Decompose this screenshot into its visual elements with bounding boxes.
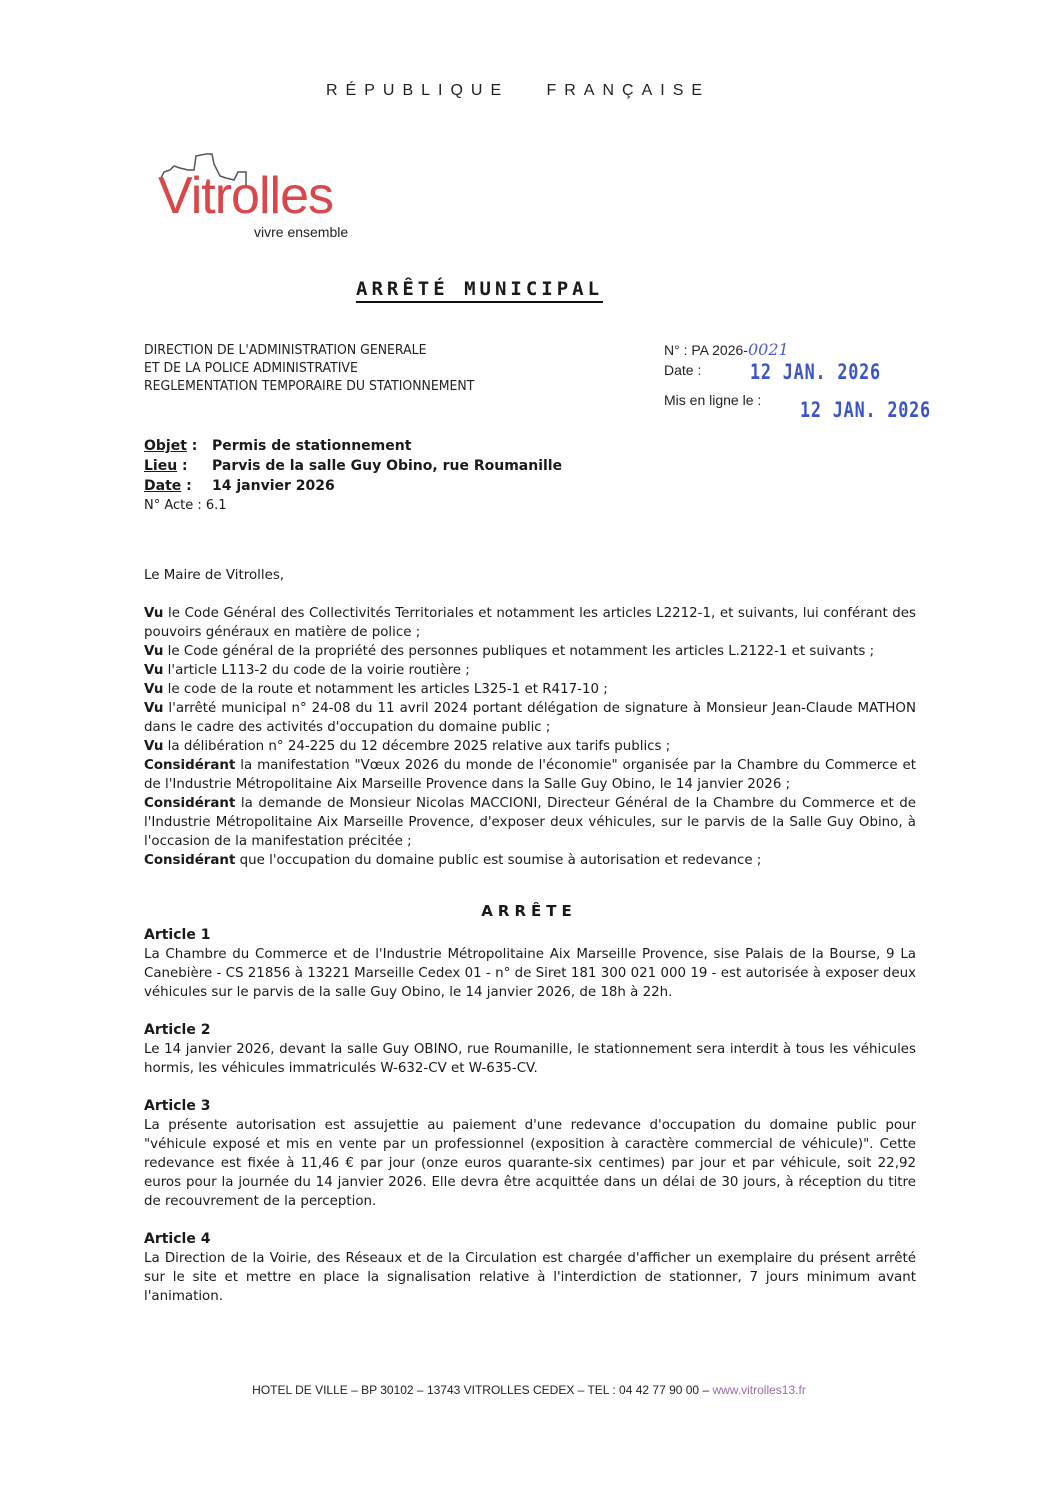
objet-block: Objet : Permis de stationnement Lieu : Parvis de la salle Guy Obino, rue Roumanille Date : 14 janvier 2026 N° Acte : 6.1 [144, 436, 562, 516]
footer [0, 1383, 1058, 1397]
preamble-item: Vu le Code Général des Collectivités Territoriales et notamment les articles L2212-1, et suivants, lui conférant des pouvoirs généraux en matière de police ; [144, 606, 916, 640]
preamble-item: Considérant la demande de Monsieur Nicolas MACCIONI, Directeur Général de la Chambre du Commerce et de l'Industrie Métropolitaine Aix Marseille Provence, d'exposer deux véhicules, sur le parvis de la Salle Guy Obino, à l'occasion de la manifestation précitée ; [144, 796, 916, 849]
reference-number-label: N° : PA 2026- [664, 342, 748, 358]
handwritten-number: 0021 [747, 340, 789, 359]
online-label: Mis en ligne le : [664, 392, 762, 408]
article [144, 926, 916, 1002]
date-label: Date : [664, 362, 702, 378]
footer-address: HOTEL DE VILLE – BP 30102 – 13743 VITROLLES CEDEX – TEL : 04 42 77 90 00 – [252, 1383, 713, 1397]
direction-line: ET DE LA POLICE ADMINISTRATIVE [144, 361, 358, 376]
republique-francaise-header: RÉPUBLIQUE FRANÇAISE [326, 82, 711, 99]
article-title: Article 2 [144, 1022, 211, 1038]
article [144, 1230, 916, 1306]
reference-date [664, 360, 881, 384]
document-title: ARRÊTÉ MUNICIPAL [356, 278, 603, 303]
preamble-item: Vu le Code général de la propriété des personnes publiques et notamment les articles L.2122-1 et suivants ; [144, 644, 875, 659]
preamble-item: Considérant que l'occupation du domaine public est soumise à autorisation et redevance ; [144, 853, 762, 868]
logo-tagline: vivre ensemble [254, 224, 349, 240]
lieu-label: Lieu [144, 458, 178, 474]
preamble-item: Vu le code de la route et notamment les articles L325-1 et R417-10 ; [144, 682, 608, 697]
objet-value: Permis de stationnement [212, 438, 412, 454]
objet-label: Objet [144, 438, 187, 454]
preamble-opening: Le Maire de Vitrolles, [144, 568, 285, 583]
article-title: Article 3 [144, 1098, 211, 1114]
article-text: La présente autorisation est assujettie au paiement d'une redevance d'occupation du domaine public pour "véhicule exposé et mis en vente par un professionnel (exposition à caractère commercial de véhicule)". Cette redevance est fixée à 11,46 € par jour (onze euros quarante-six centimes) par jour et par véhicule, soit 22,92 euros pour la journée du 14 janvier 2026. Elle devra être acquittée dans un délai de 30 jours, à réception du titre de recouvrement de la perception. [144, 1118, 916, 1209]
reference-online [664, 392, 931, 422]
lieu-value: Parvis de la salle Guy Obino, rue Roumanille [212, 458, 563, 474]
preamble-item: Vu la délibération n° 24-225 du 12 décembre 2025 relative aux tarifs publics ; [144, 739, 671, 754]
preamble-item: Considérant la manifestation "Vœux 2026 du monde de l'économie" organisée par la Chambre du Commerce et de l'Industrie Métropolitaine Aix Marseille Provence dans la Salle Guy Obino, le 14 janvier 2026 ; [144, 758, 916, 792]
date-value: 14 janvier 2026 [212, 478, 335, 494]
logo-wordmark: Vitrolles [158, 167, 334, 225]
acte-number: N° Acte : 6.1 [144, 498, 227, 513]
preamble-item: Vu l'article L113-2 du code de la voirie routière ; [144, 663, 470, 678]
articles [144, 926, 916, 1306]
vitrolles-logo [150, 148, 390, 243]
direction-line: REGLEMENTATION TEMPORAIRE DU STATIONNEMENT [144, 379, 475, 394]
article-text: La Direction de la Voirie, des Réseaux et de la Circulation est chargée d'afficher un exemplaire du présent arrêté sur le site et mettre en place la signalisation relative à l'interdiction de stationner, 7 jours minimum avant l'animation. [144, 1251, 916, 1304]
article [144, 1097, 916, 1211]
article [144, 1021, 916, 1078]
date-stamp: 12 JAN. 2026 [750, 360, 881, 384]
arrete-heading: ARRÊTE [481, 902, 577, 920]
preamble [144, 566, 916, 870]
direction-line: DIRECTION DE L'ADMINISTRATION GENERALE [144, 343, 427, 358]
article-title: Article 4 [144, 1231, 211, 1247]
article-text: Le 14 janvier 2026, devant la salle Guy OBINO, rue Roumanille, le stationnement sera interdit à tous les véhicules hormis, les véhicules immatriculés W-632-CV et W-635-CV. [144, 1042, 916, 1076]
reference-number [664, 340, 789, 362]
direction-block [144, 342, 474, 396]
date-field-label: Date [144, 478, 182, 494]
article-text: La Chambre du Commerce et de l'Industrie Métropolitaine Aix Marseille Provence, sise Palais de la Bourse, 9 La Canebière - CS 21856 à 13221 Marseille Cedex 01 - n° de Siret 181 300 021 000 19 - est autorisée à exposer deux véhicules sur le parvis de la salle Guy Obino, le 14 janvier 2026, de 18h à 22h. [144, 947, 916, 1000]
preamble-item: Vu l'arrêté municipal n° 24-08 du 11 avril 2024 portant délégation de signature à Monsieur Jean-Claude MATHON dans le cadre des activités d'occupation du domaine public ; [144, 701, 916, 735]
footer-website-link[interactable]: www.vitrolles13.fr [712, 1383, 806, 1397]
online-stamp: 12 JAN. 2026 [800, 398, 931, 422]
reference-block [664, 340, 931, 422]
article-title: Article 1 [144, 927, 211, 943]
